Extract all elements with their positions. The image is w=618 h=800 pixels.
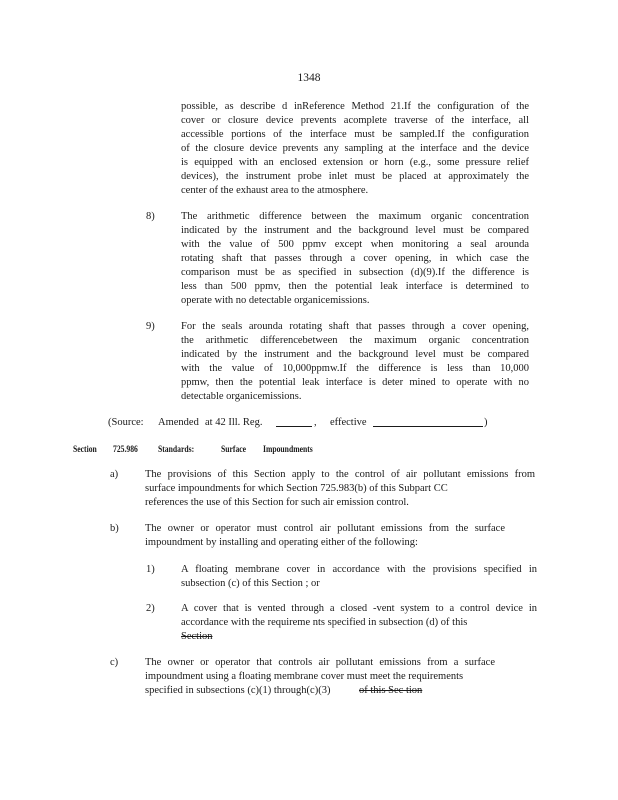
text-line: devices), the instrument probe inlet must be placed at approximately the xyxy=(181,171,529,182)
text-line: operate with no detectable organicemissions. xyxy=(181,295,370,306)
item-label: b) xyxy=(110,523,119,534)
text-line: accordance with the requireme nts specified in subsection (d) of this xyxy=(181,617,468,628)
text-line: cover or closure device prevents acomplete traverse of the interface, all xyxy=(181,115,529,126)
item-label: 2) xyxy=(146,603,155,614)
item-label: 8) xyxy=(146,211,155,222)
text-line: rotating shaft that passes through a cover opening, in which case the xyxy=(181,253,529,264)
text-line: indicated by the instrument and the background level must be compared xyxy=(181,349,529,360)
text-line: possible, as describe d inReference Method 21.If the configuration of the xyxy=(181,101,529,112)
text-line: the arithmetic differencebetween the maximum organic concentration xyxy=(181,335,529,346)
register-page-blank xyxy=(276,416,312,427)
section-word: Section xyxy=(73,444,97,454)
text-line: of the closure device prevents any sampling at the interface and the device xyxy=(181,143,529,154)
text-line: accessible portions of the interface must be sampled.If the configuration xyxy=(181,129,529,140)
text-line: comparison must be as specified in subsection (d)(9).If the difference is xyxy=(181,267,529,278)
source-register: at 42 Ill. Reg. xyxy=(205,417,263,428)
source-prefix: (Source: xyxy=(108,417,144,428)
source-amended: Amended xyxy=(158,417,199,428)
text-line: The arithmetic difference between the maximum organic concentration xyxy=(181,211,529,222)
source-comma: , xyxy=(314,417,317,428)
text-line: center of the exhaust area to the atmosphere. xyxy=(181,185,369,196)
text-line: The owner or operator must control air pollutant emissions from the surface xyxy=(145,523,505,534)
text-line: is equipped with an enclosed extension or horn (e.g., some pressure relief xyxy=(181,157,529,168)
source-effective: effective xyxy=(330,417,367,428)
item-label: a) xyxy=(110,469,119,480)
section-surface: Surface xyxy=(221,444,247,454)
struck-text: of this Sec tion xyxy=(359,685,423,696)
text-line: The owner or operator that controls air pollutant emissions from a surface xyxy=(145,657,495,668)
struck-text: Section xyxy=(181,631,213,642)
text-line: A cover that is vented through a closed -vent system to a control device in xyxy=(181,603,537,614)
text-line: with the value of 500 ppmv except when monitoring a seal arounda xyxy=(181,239,529,250)
text-line: The provisions of this Section apply to the control of air pollutant emissions from xyxy=(145,469,535,480)
item-label: 1) xyxy=(146,564,155,575)
text-line: impoundment by installing and operating either of the following: xyxy=(145,537,418,548)
text-line: less than 500 ppmv, then the potential leak interface is determined to xyxy=(181,281,529,292)
text-line: specified in subsections (c)(1) through(c)(3) xyxy=(145,685,331,696)
text-line: detectable organicemissions. xyxy=(181,391,302,402)
section-standards: Standards: xyxy=(158,444,195,454)
text-line: references the use of this Section for such air emission control. xyxy=(145,497,409,508)
page-number: 1348 xyxy=(297,72,321,84)
text-line: impoundment using a floating membrane cover must meet the requirements xyxy=(145,671,464,682)
text-line: with the value of 10,000ppmw.If the difference is less than 10,000 xyxy=(181,363,529,374)
item-label: c) xyxy=(110,657,119,668)
section-number: 725.986 xyxy=(113,444,138,454)
section-impoundments: Impoundments xyxy=(263,444,313,454)
text-line: indicated by the instrument and the background level must be compared xyxy=(181,225,529,236)
item-label: 9) xyxy=(146,321,155,332)
text-line: subsection (c) of this Section ; or xyxy=(181,578,320,589)
text-line: A floating membrane cover in accordance with the provisions specified in xyxy=(181,564,537,575)
text-line: ppmw, then the potential leak interface is deter mined to operate with no xyxy=(181,377,529,388)
text-line: For the seals arounda rotating shaft that passes through a cover opening, xyxy=(181,321,529,332)
source-close: ) xyxy=(484,417,488,428)
text-line: surface impoundments for which Section 725.983(b) of this Subpart CC xyxy=(145,483,448,494)
effective-date-blank xyxy=(373,416,483,427)
